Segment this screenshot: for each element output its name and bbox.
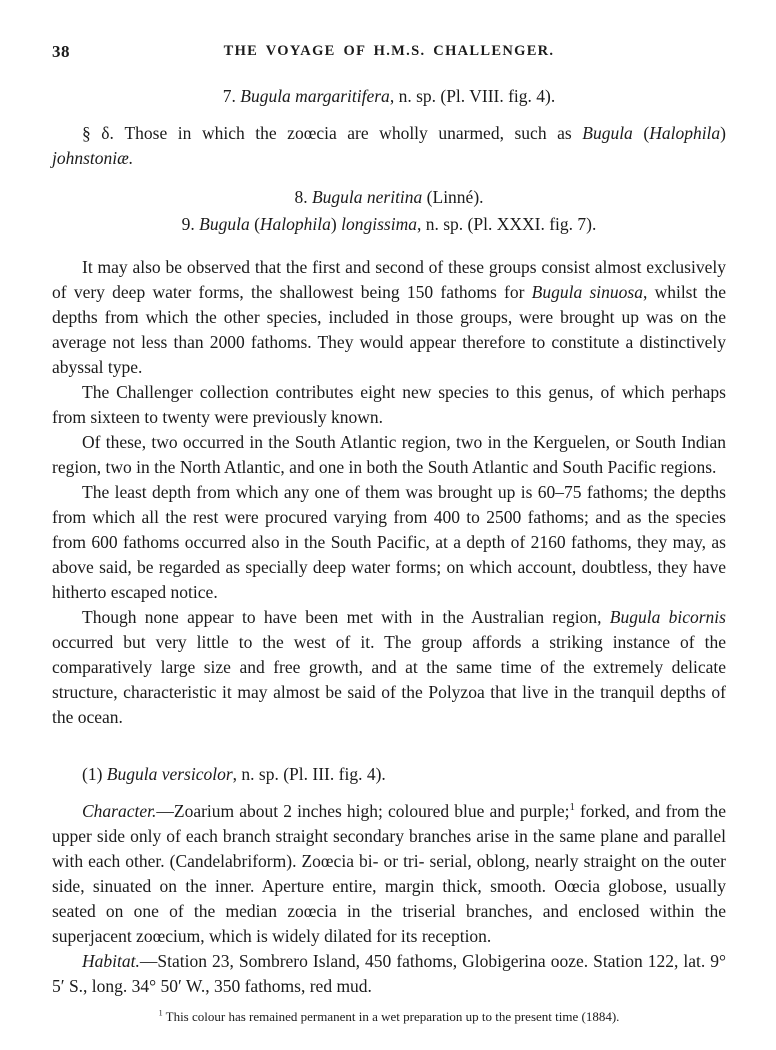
running-title: THE VOYAGE OF H.M.S. CHALLENGER.: [223, 43, 555, 59]
paragraph-deep-water-forms: It may also be observed that the first and second of these groups consist almost exclusively of very deep water forms, the shallowest being 150 fathoms for Bugula sinuosa, whilst the depths from which the other species, included in those groups, were brought up was on the average not less than 2000 fathoms. They would appear therefore to constitute a distinctively abyssal type.: [52, 257, 726, 377]
footnote: $^1$ This colour has remained permanent in a wet preparation up to the present time (1884).: [158, 1008, 620, 1024]
paragraph-challenger-collection: The Challenger collection contributes eight new species to this genus, of which perhaps from sixteen to twenty were previously known.: [52, 382, 726, 427]
species-heading-8: 8. Bugula neritina (Linné).: [294, 187, 484, 207]
paragraph-regions: Of these, two occurred in the South Atlantic region, two in the Kerguelen, or South Indian region, two in the North Atlantic, and one in both the South Atlantic and South Pacific regions.: [52, 432, 726, 477]
species-heading-7: 7. Bugula margaritifera, n. sp. (Pl. VIII. fig. 4).: [222, 86, 556, 106]
paragraph-australian-region: Though none appear to have been met with in the Australian region, Bugula bicornis occurred but very little to the west of it. The group affords a striking instance of the comparatively large size and free growth, and at the same time of the extremely delicate structure, characteristic it may almost be said of the Polyzoa that live in the tranquil depths of the ocean.: [52, 607, 726, 727]
page-number: 38: [52, 42, 70, 61]
species-heading-versicolor: (1) Bugula versicolor, n. sp. (Pl. III. fig. 4).: [82, 764, 386, 784]
paragraph-least-depth: The least depth from which any one of them was brought up is 60–75 fathoms; the depths from which all the rest were procured varying from 400 to 2500 fathoms; and as the species from 600 fathoms occurred also in the South Pacific, at a depth of 2160 fathoms, they may, as above said, be regarded as specially deep water forms; on which account, doubtless, they have hitherto escaped notice.: [52, 482, 726, 602]
section-delta-paragraph: § δ. Those in which the zoœcia are wholly unarmed, such as Bugula (Halophila) johnstoniæ.: [52, 123, 726, 168]
paragraph-character: Character.—Zoarium about 2 inches high; coloured blue and purple;$^1$ forked, and from the upper side only of each branch straight secondary branches arise in the same plane and parallel with each other. (Candelabriform). Zoœcia bi- or tri- serial, oblong, nearly straight on the outer side, sinuated on the inner. Aperture entire, margin thick, smooth. Oœcia globose, usually seated on one of the median zoœcia in the triserial branches, and enclosed within the superjacent zoœcium, which is widely dilated for its reception.: [52, 801, 726, 946]
paragraph-habitat: Habitat.—Station 23, Sombrero Island, 450 fathoms, Globigerina ooze. Station 122, lat. 9° 5′ S., long. 34° 50′ W., 350 fathoms, red mud.: [52, 951, 726, 996]
page-header: [52, 42, 726, 64]
species-heading-9: 9. Bugula (Halophila) longissima, n. sp. (Pl. XXXI. fig. 7).: [181, 214, 597, 234]
